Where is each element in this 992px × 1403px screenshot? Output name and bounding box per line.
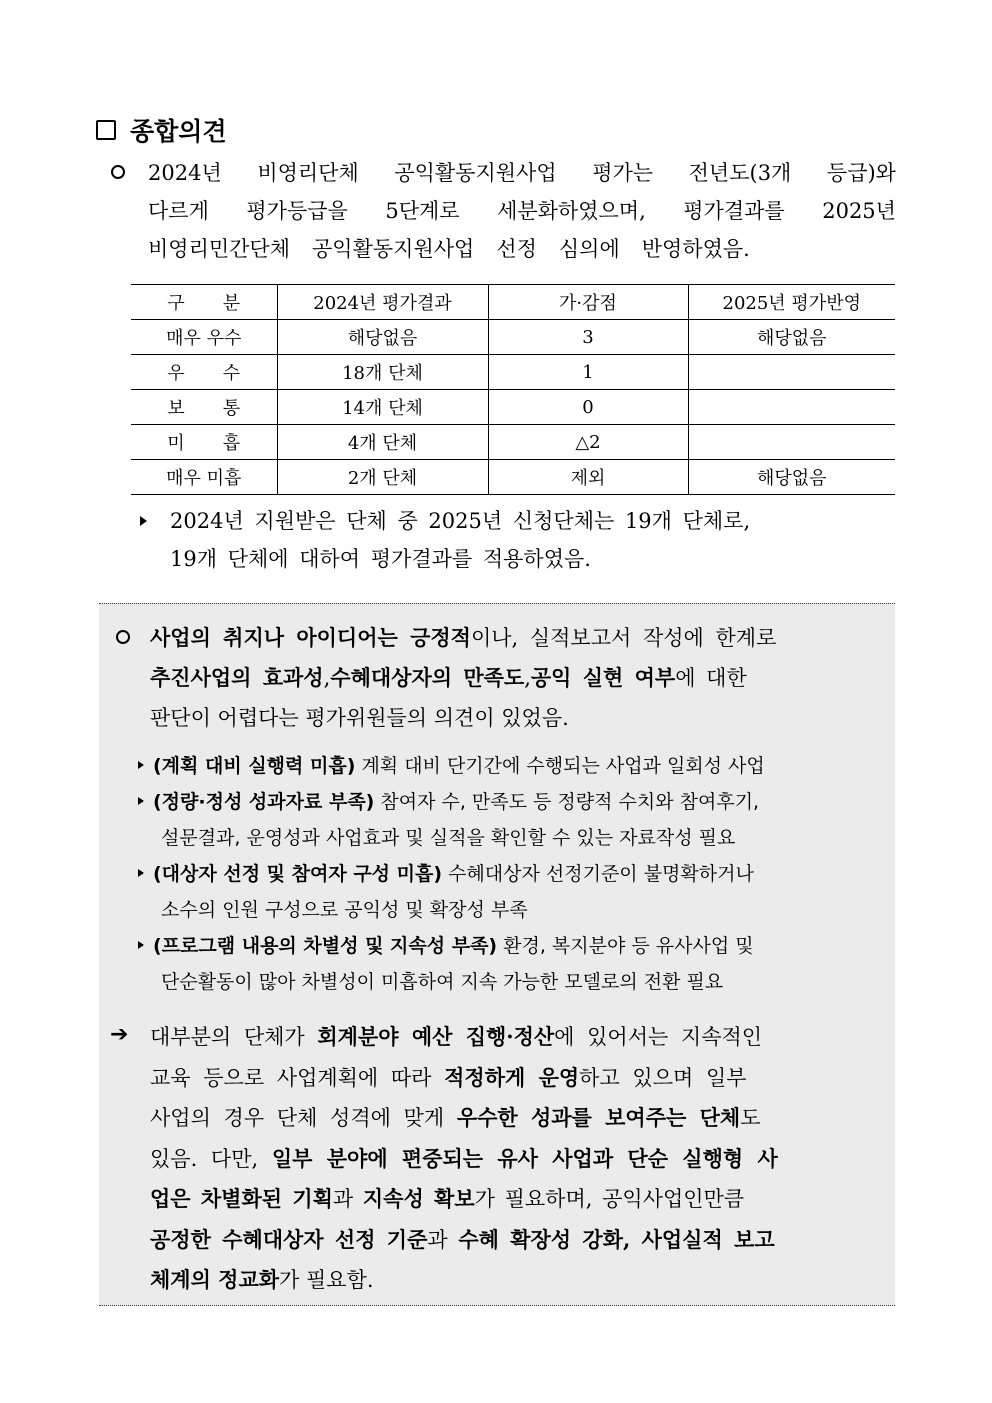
triangle-bullet-icon xyxy=(138,761,144,769)
triangle-bullet-icon xyxy=(138,869,144,877)
table-cell: 해당없음 xyxy=(688,460,895,495)
table-cell: 1 xyxy=(488,355,688,390)
intro-line-1: 2024년 비영리단체 공익활동지원사업 평가는 전년도(3개 등급)와 xyxy=(148,161,896,185)
table-cell: 0 xyxy=(488,390,688,425)
issue-item-continuation: 단순활동이 많아 차별성이 미흡하여 지속 가능한 모델로의 전환 필요 xyxy=(161,971,724,993)
section-heading xyxy=(96,112,227,148)
table-cell: 4개 단체 xyxy=(277,425,488,460)
conclusion-line-1: 대부분의 단체가 회계분야 예산 집행·정산에 있어서는 지속적인 xyxy=(150,1024,763,1049)
opinion-line-3: 판단이 어렵다는 평가위원들의 의견이 있었음. xyxy=(150,706,569,730)
table-cell: 18개 단체 xyxy=(277,355,488,390)
table-header: 2025년 평가반영 xyxy=(688,285,895,320)
intro-line-2: 다르게 평가등급을 5단계로 세분화하였으며, 평가결과를 2025년 xyxy=(148,199,896,223)
table-note-line-1: 2024년 지원받은 단체 중 2025년 신청단체는 19개 단체로, xyxy=(170,509,751,533)
table-cell: 매우 우수 xyxy=(131,320,277,355)
table-cell: △2 xyxy=(488,425,688,460)
hollow-circle-bullet-icon xyxy=(111,165,125,179)
table-cell: 3 xyxy=(488,320,688,355)
opinion-paragraph xyxy=(150,618,885,738)
table-cell: 우 수 xyxy=(131,355,277,390)
opinion-line-1: 사업의 취지나 아이디어는 긍정적 이나, 실적보고서 작성에 한계로 xyxy=(150,625,777,650)
section-title: 종합의견 xyxy=(130,117,227,146)
table-cell xyxy=(688,390,895,425)
checkbox-square-icon xyxy=(96,120,116,140)
table-header: 가·감점 xyxy=(488,285,688,320)
table-cell: 14개 단체 xyxy=(277,390,488,425)
table-note-line-2: 19개 단체에 대하여 평가결과를 적용하였음. xyxy=(170,547,591,571)
issue-item: (대상자 선정 및 참여자 구성 미흡) 수혜대상자 선정기준이 불명확하거나 xyxy=(137,856,887,892)
triangle-bullet-icon xyxy=(138,941,144,949)
conclusion-line-7: 체계의 정교화가 필요함. xyxy=(150,1267,374,1292)
intro-line-3: 비영리민간단체 공익활동지원사업 선정 심의에 반영하였음. xyxy=(148,237,750,261)
table-cell: 제외 xyxy=(488,460,688,495)
table-header: 2024년 평가결과 xyxy=(277,285,488,320)
table-header: 구 분 xyxy=(131,285,277,320)
issue-item: (정량·정성 성과자료 부족) 참여자 수, 만족도 등 정량적 수치와 참여후기, xyxy=(137,784,887,820)
evaluation-table xyxy=(131,284,895,495)
triangle-bullet-icon xyxy=(138,797,144,805)
conclusion-line-3: 사업의 경우 단체 성격에 맞게 우수한 성과를 보여주는 단체도 xyxy=(150,1105,761,1130)
intro-paragraph xyxy=(148,154,896,268)
table-row xyxy=(131,390,895,425)
issue-item-continuation: 설문결과, 운영성과 사업효과 및 실적을 확인할 수 있는 자료작성 필요 xyxy=(161,827,736,849)
hollow-circle-bullet-icon xyxy=(116,630,130,644)
table-row xyxy=(131,425,895,460)
table-note xyxy=(170,502,890,578)
table-row xyxy=(131,320,895,355)
conclusion-line-6: 공정한 수혜대상자 선정 기준과 수혜 확장성 강화, 사업실적 보고 xyxy=(150,1226,775,1252)
triangle-bullet-icon xyxy=(140,516,147,526)
table-row xyxy=(131,355,895,390)
issue-item: (프로그램 내용의 차별성 및 지속성 부족) 환경, 복지분야 등 유사사업 및 xyxy=(137,928,887,964)
conclusion-line-5: 업은 차별화된 기획과 지속성 확보가 필요하며, 공익사업인만큼 xyxy=(150,1186,745,1211)
table-cell: 해당없음 xyxy=(277,320,488,355)
table-cell: 2개 단체 xyxy=(277,460,488,495)
conclusion-paragraph xyxy=(150,1017,883,1301)
table-row xyxy=(131,460,895,495)
conclusion-line-2: 교육 등으로 사업계획에 따라 적정하게 운영하고 있으며 일부 xyxy=(150,1064,747,1090)
table-cell: 해당없음 xyxy=(688,320,895,355)
opinion-line-2: 추진사업의 효과성 , 수혜대상자의 만족도 , 공익 실현 여부 에 대한 xyxy=(150,665,747,690)
issue-item-continuation: 소수의 인원 구성으로 공익성 및 확장성 부족 xyxy=(161,899,528,921)
table-cell: 보 통 xyxy=(131,390,277,425)
conclusion-line-4: 있음. 다만, 일부 분야에 편중되는 유사 사업과 단순 실행형 사 xyxy=(150,1145,778,1171)
issue-list xyxy=(137,748,887,1000)
issue-item: (계획 대비 실행력 미흡) 계획 대비 단기간에 수행되는 사업과 일회성 사업 xyxy=(137,748,887,784)
table-cell xyxy=(688,355,895,390)
table-cell: 매우 미흡 xyxy=(131,460,277,495)
table-header-row xyxy=(131,285,895,320)
table-cell xyxy=(688,425,895,460)
table-cell: 미 흡 xyxy=(131,425,277,460)
right-arrow-icon: ➔ xyxy=(110,1022,129,1047)
